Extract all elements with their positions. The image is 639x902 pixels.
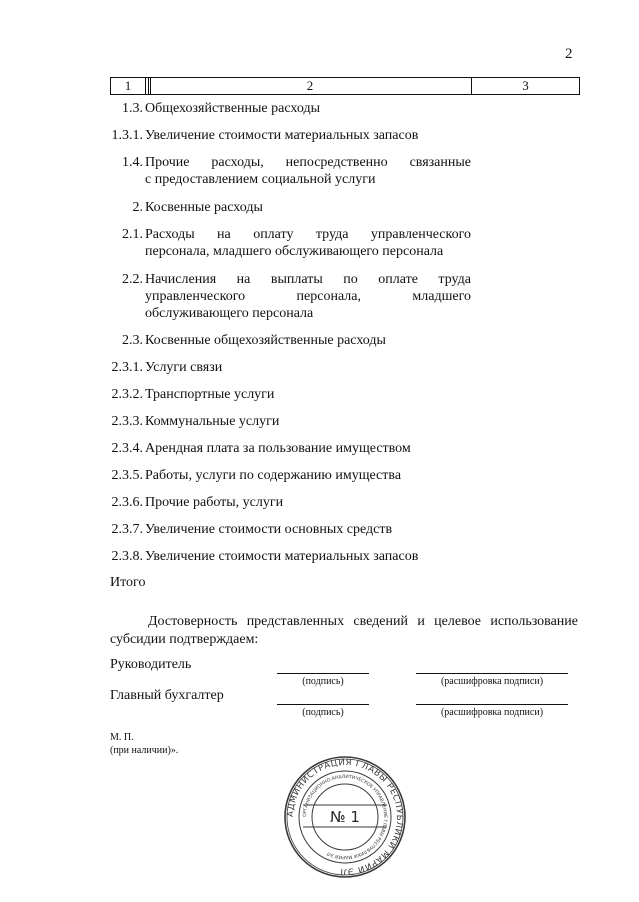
stamp-number: № 1 bbox=[330, 808, 360, 826]
row-text-line: управленческого персонала, младшего bbox=[145, 289, 471, 304]
row-text bbox=[145, 359, 471, 376]
row-text bbox=[145, 467, 471, 484]
confirmation-paragraph bbox=[110, 613, 578, 649]
row-text-line: Услуги связи bbox=[145, 360, 223, 375]
row-text-line: персонала, младшего обслуживающего персонала bbox=[145, 244, 444, 259]
row-number: 2.3.7. bbox=[111, 522, 143, 537]
row-text-line: Начисления на выплаты по оплате труда bbox=[145, 272, 471, 287]
table-header-col2: 2 bbox=[306, 78, 314, 93]
row-text-line: обслуживающего персонала bbox=[145, 306, 314, 321]
official-stamp bbox=[283, 755, 407, 879]
row-text bbox=[145, 548, 471, 565]
stamp-inner-text: ОРГАНИЗАЦИОННО-АНАЛИТИЧЕСКОЕ УПРАВЛЕНИЕ ГЛАВЫ РЕСПУБЛИКИ МАРИЙ ЭЛ bbox=[302, 774, 388, 860]
accountant-signature-line bbox=[277, 704, 369, 705]
row-number: 2.3.8. bbox=[111, 549, 143, 564]
row-text-line: Косвенные расходы bbox=[145, 200, 263, 215]
row-text-line: Увеличение стоимости материальных запасов bbox=[145, 128, 419, 143]
row-number: 2.3. bbox=[122, 333, 143, 348]
row-text bbox=[145, 226, 471, 260]
stamp-outer-text: АДМИНИСТРАЦИЯ ГЛАВЫ РЕСПУБЛИКИ МАРИЙ ЭЛ bbox=[285, 757, 405, 877]
row-number: 2.3.4. bbox=[111, 441, 143, 456]
head-label: Руководитель bbox=[110, 657, 192, 672]
head-decoding-caption: (расшифровка подписи) bbox=[440, 676, 544, 687]
row-text bbox=[145, 494, 471, 511]
row-number: 2.3.1. bbox=[111, 360, 143, 375]
page-number: 2 bbox=[565, 46, 573, 62]
seal-note bbox=[110, 731, 178, 757]
accountant-decoding-line bbox=[416, 704, 568, 705]
row-text-line: Прочие работы, услуги bbox=[145, 495, 284, 510]
row-text-line: Увеличение стоимости основных средств bbox=[145, 522, 393, 537]
table-header-col3: 3 bbox=[522, 78, 529, 93]
row-text-line: Арендная плата за пользование имуществом bbox=[145, 441, 411, 456]
seal-note-line2: (при наличии)». bbox=[110, 745, 179, 756]
row-text-line: Работы, услуги по содержанию имущества bbox=[145, 468, 402, 483]
table-header-row bbox=[110, 77, 580, 95]
row-number: 2.3.6. bbox=[111, 495, 143, 510]
confirmation-line1: Достоверность представленных сведений и целевое использование bbox=[148, 614, 578, 629]
row-number: 1.3.1. bbox=[111, 128, 143, 143]
row-text-line: Коммунальные услуги bbox=[145, 414, 280, 429]
seal-note-line1: М. П. bbox=[110, 732, 134, 743]
row-text bbox=[145, 199, 471, 216]
accountant-label: Главный бухгалтер bbox=[110, 688, 224, 703]
row-text-line: с предоставлением социальной услуги bbox=[145, 172, 376, 187]
row-text bbox=[145, 154, 471, 188]
row-number: 2.1. bbox=[122, 227, 143, 242]
row-number: 1.4. bbox=[122, 155, 143, 170]
row-text bbox=[145, 100, 471, 117]
row-text-line: Транспортные услуги bbox=[145, 387, 275, 402]
row-number: 2.3.5. bbox=[111, 468, 143, 483]
confirmation-line2: субсидии подтверждаем: bbox=[110, 632, 259, 647]
row-text bbox=[145, 521, 471, 538]
row-number: 1.3. bbox=[122, 101, 143, 116]
row-text-line: Увеличение стоимости материальных запасов bbox=[145, 549, 419, 564]
row-text bbox=[145, 127, 471, 144]
accountant-decoding-caption: (расшифровка подписи) bbox=[440, 707, 544, 718]
row-text-line: Косвенные общехозяйственные расходы bbox=[145, 333, 386, 348]
row-number: 2.2. bbox=[122, 272, 143, 287]
head-decoding-line bbox=[416, 673, 568, 674]
table-divider bbox=[145, 77, 146, 95]
row-number: 2.3.3. bbox=[111, 414, 143, 429]
row-number: 2. bbox=[132, 200, 143, 215]
row-text-line: Общехозяйственные расходы bbox=[145, 101, 320, 116]
row-text bbox=[145, 271, 471, 322]
row-text-line: Прочие расходы, непосредственно связанные bbox=[145, 155, 471, 170]
row-number: 2.3.2. bbox=[111, 387, 143, 402]
table-header-col1: 1 bbox=[124, 78, 132, 93]
total-label: Итого bbox=[110, 575, 146, 590]
row-text bbox=[145, 440, 471, 457]
row-text bbox=[145, 332, 471, 349]
head-signature-caption: (подпись) bbox=[302, 676, 344, 687]
row-text bbox=[145, 413, 471, 430]
row-text-line: Расходы на оплату труда управленческого bbox=[145, 227, 471, 242]
row-text bbox=[145, 386, 471, 403]
head-signature-line bbox=[277, 673, 369, 674]
accountant-signature-caption: (подпись) bbox=[302, 707, 344, 718]
